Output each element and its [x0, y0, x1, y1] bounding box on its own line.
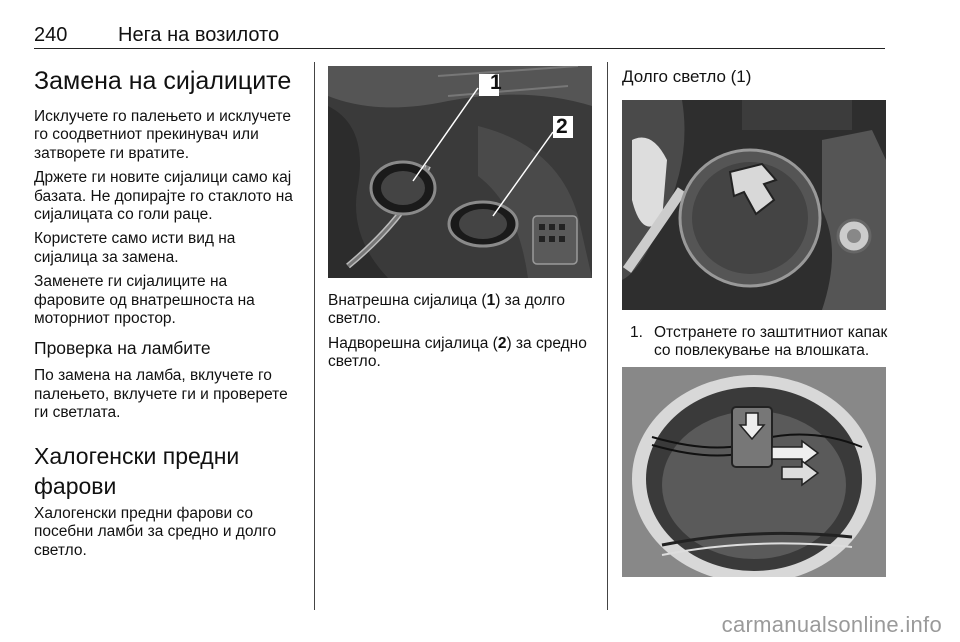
section-heading: Замена на сијалиците [34, 67, 292, 95]
figure-caption: Внатрешна сијалица (1) за долго светло. [328, 292, 566, 328]
column-left [34, 66, 302, 566]
page-header [34, 22, 885, 49]
cover-removal-illustration [622, 100, 886, 310]
paragraph: Исклучете го палењето и исклучете го соодветниот прекинувач или затворете ги вратите. [34, 108, 291, 162]
subsection-heading: Проверка на ламбите [34, 338, 211, 359]
paragraph: Држете ги новите сијалици само кај базата. Не допирајте го стаклото на сијалицата со голи раце. [34, 169, 293, 224]
figure-callout-2: 2 [556, 115, 568, 138]
subsection-heading: Долго светло (1) [622, 67, 752, 86]
column-divider [607, 62, 608, 610]
watermark: carmanualsonline.info [721, 612, 942, 637]
section-heading-halogen: Халогенски предни фарови [34, 442, 240, 499]
column-divider [314, 62, 315, 610]
figure-caption: Надворешна сијалица (2) за средно светло. [328, 334, 587, 371]
page-number: 240 [34, 24, 68, 46]
running-title: Нега на возилото [118, 24, 280, 46]
bulb-connector-illustration [622, 367, 886, 577]
paragraph: Халогенски предни фарови со посебни ламби за средно и долго светло. [34, 504, 277, 559]
paragraph: Користете само исти вид на сијалица за замена. [34, 230, 236, 266]
instruction-steps [622, 324, 888, 361]
instruction-step: 1. Отстранете го заштитниот капак со повлекување на влошката. [630, 324, 888, 360]
paragraph: Заменете ги сијалиците на фаровите од внатрешноста на моторниот простор. [34, 273, 255, 328]
figure-callout-1: 1 [490, 71, 502, 94]
column-middle [328, 66, 596, 378]
headlamp-rear-illustration [328, 66, 592, 278]
paragraph: По замена на ламба, вклучете го палењето, вклучете ги и проверете ги светлата. [34, 367, 288, 422]
column-right [622, 66, 888, 577]
